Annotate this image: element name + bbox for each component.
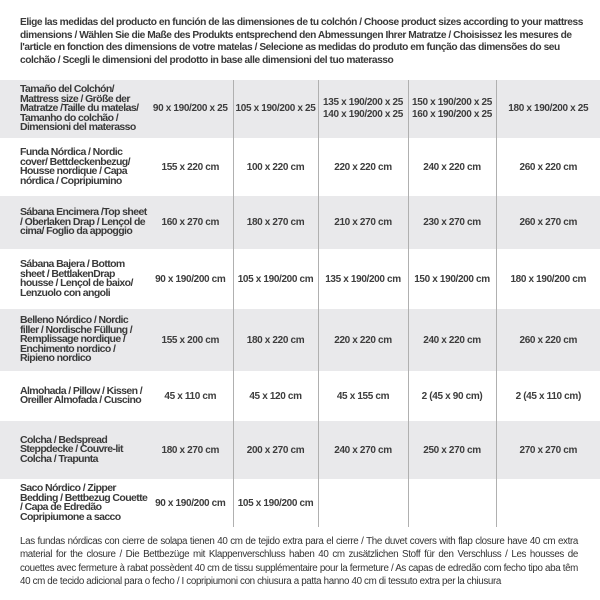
- intro-text: Elige las medidas del producto en función de las dimensiones de tu colchón / Choose product sizes according to your mattress dimensions / Wählen Sie die Maße des Produkts entsprechend den Abmessungen Ihrer Matratze / Choisissez les mesures de l'article en fonction des dimensions de votre matelas / Selecione as medidas do produto em função das dimensões do seu colchão / Scegli le dimensioni del prodotto in base alle dimensioni del tuo materasso: [20, 17, 583, 67]
- row-label: Sábana Bajera / Bottom sheet / BettlakenDrap housse / Lençol de baixo/ Lenzuolo con angoli: [0, 249, 148, 309]
- size-cell: 2 (45 x 110 cm): [496, 371, 600, 421]
- table-row: [0, 421, 600, 479]
- size-cell: [408, 479, 496, 527]
- size-cell: 260 x 270 cm: [496, 196, 600, 249]
- mattress-size: 160 x 190/200 x 25: [412, 109, 492, 120]
- size-cell: 240 x 220 cm: [408, 309, 496, 371]
- table-row: [0, 479, 600, 527]
- size-cell: 45 x 110 cm: [148, 371, 233, 421]
- row-label: Almohada / Pillow / Kissen / Oreiller Almofada / Cuscino: [0, 371, 148, 421]
- header-cell: [318, 80, 408, 138]
- size-cell: 210 x 270 cm: [318, 196, 408, 249]
- size-cell: 180 x 190/200 cm: [496, 249, 600, 309]
- table-row: [0, 249, 600, 309]
- size-cell: 45 x 120 cm: [233, 371, 318, 421]
- size-cell: [496, 479, 600, 527]
- row-label: Funda Nórdica / Nordic cover/ Bettdeckenbezug/ Housse nordique / Capa nórdica / Copripiumino: [0, 138, 148, 196]
- size-cell: 90 x 190/200 cm: [148, 249, 233, 309]
- size-cell: 155 x 200 cm: [148, 309, 233, 371]
- size-cell: 105 x 190/200 cm: [233, 479, 318, 527]
- table-row: [0, 371, 600, 421]
- size-cell: 135 x 190/200 cm: [318, 249, 408, 309]
- size-cell: 180 x 270 cm: [148, 421, 233, 479]
- size-cell: 240 x 220 cm: [408, 138, 496, 196]
- size-cell: 160 x 270 cm: [148, 196, 233, 249]
- size-table: [0, 80, 600, 527]
- size-cell: 200 x 270 cm: [233, 421, 318, 479]
- header-label: Tamaño del Colchón/ Mattress size / Größe der Matratze /Taille du matelas/ Tamanho do colchão / Dimensioni del materasso: [0, 80, 148, 138]
- size-cell: 260 x 220 cm: [496, 309, 600, 371]
- table-row: [0, 309, 600, 371]
- size-cell: 260 x 220 cm: [496, 138, 600, 196]
- row-label: Saco Nórdico / Zipper Bedding / Bettbezug Couette / Capa de Edredão Copripiumone a sacco: [0, 479, 148, 527]
- size-cell: 240 x 270 cm: [318, 421, 408, 479]
- size-cell: 220 x 220 cm: [318, 309, 408, 371]
- size-cell: 2 (45 x 90 cm): [408, 371, 496, 421]
- size-cell: 220 x 220 cm: [318, 138, 408, 196]
- row-label: Belleno Nórdico / Nordic filler / Nordische Füllung / Remplissage nordique / Enchimento nordico / Ripieno nordico: [0, 309, 148, 371]
- mattress-size: 135 x 190/200 x 25: [323, 96, 403, 108]
- mattress-size: 105 x 190/200 x 25: [235, 102, 316, 114]
- size-cell: 45 x 155 cm: [318, 371, 408, 421]
- table-row: [0, 138, 600, 196]
- mattress-size: 90 x 190/200 x 25: [152, 102, 228, 114]
- header-cell: [148, 80, 233, 138]
- mattress-size: 140 x 190/200 x 25: [323, 109, 403, 120]
- size-cell: 270 x 270 cm: [496, 421, 600, 479]
- size-cell: 105 x 190/200 cm: [233, 249, 318, 309]
- size-cell: 250 x 270 cm: [408, 421, 496, 479]
- header-cell: [496, 80, 600, 138]
- table-row: [0, 196, 600, 249]
- row-label: Sábana Encimera /Top sheet / Oberlaken Drap / Lençol de cima/ Foglio da appoggio: [0, 196, 148, 249]
- header-cell: [408, 80, 496, 138]
- size-cell: 90 x 190/200 cm: [148, 479, 233, 527]
- header-row: [0, 80, 600, 138]
- footnote: Las fundas nórdicas con cierre de solapa tienen 40 cm de tejido extra para el cierre / The duvet covers with flap closure have 40 cm extra material for the closure / Die Bettbezüge mit Klappenverschluss haben 40 cm zusätzlichen Stoff für den Verschluss / Les housses de couettes avec fermeture à rabat possèdent 40 cm de tissu supplémentaire pour la fermeture / As capas de edredão com fecho tipo aba têm 40 cm de tecido adicional para o fecho / I copripiumoni con chiusura a patta hanno 40 cm di tessuto extra per la chiusura: [20, 536, 578, 587]
- size-cell: 180 x 270 cm: [233, 196, 318, 249]
- row-label: Colcha / Bedspread Steppdecke / Couvre-lit Colcha / Trapunta: [0, 421, 148, 479]
- size-cell: 180 x 220 cm: [233, 309, 318, 371]
- size-cell: 100 x 220 cm: [233, 138, 318, 196]
- size-cell: 230 x 270 cm: [408, 196, 496, 249]
- size-cell: 150 x 190/200 cm: [408, 249, 496, 309]
- header-cell: [233, 80, 318, 138]
- mattress-size: 180 x 190/200 x 25: [508, 102, 589, 114]
- mattress-size: 150 x 190/200 x 25: [412, 96, 492, 108]
- size-cell: [318, 479, 408, 527]
- size-cell: 155 x 220 cm: [148, 138, 233, 196]
